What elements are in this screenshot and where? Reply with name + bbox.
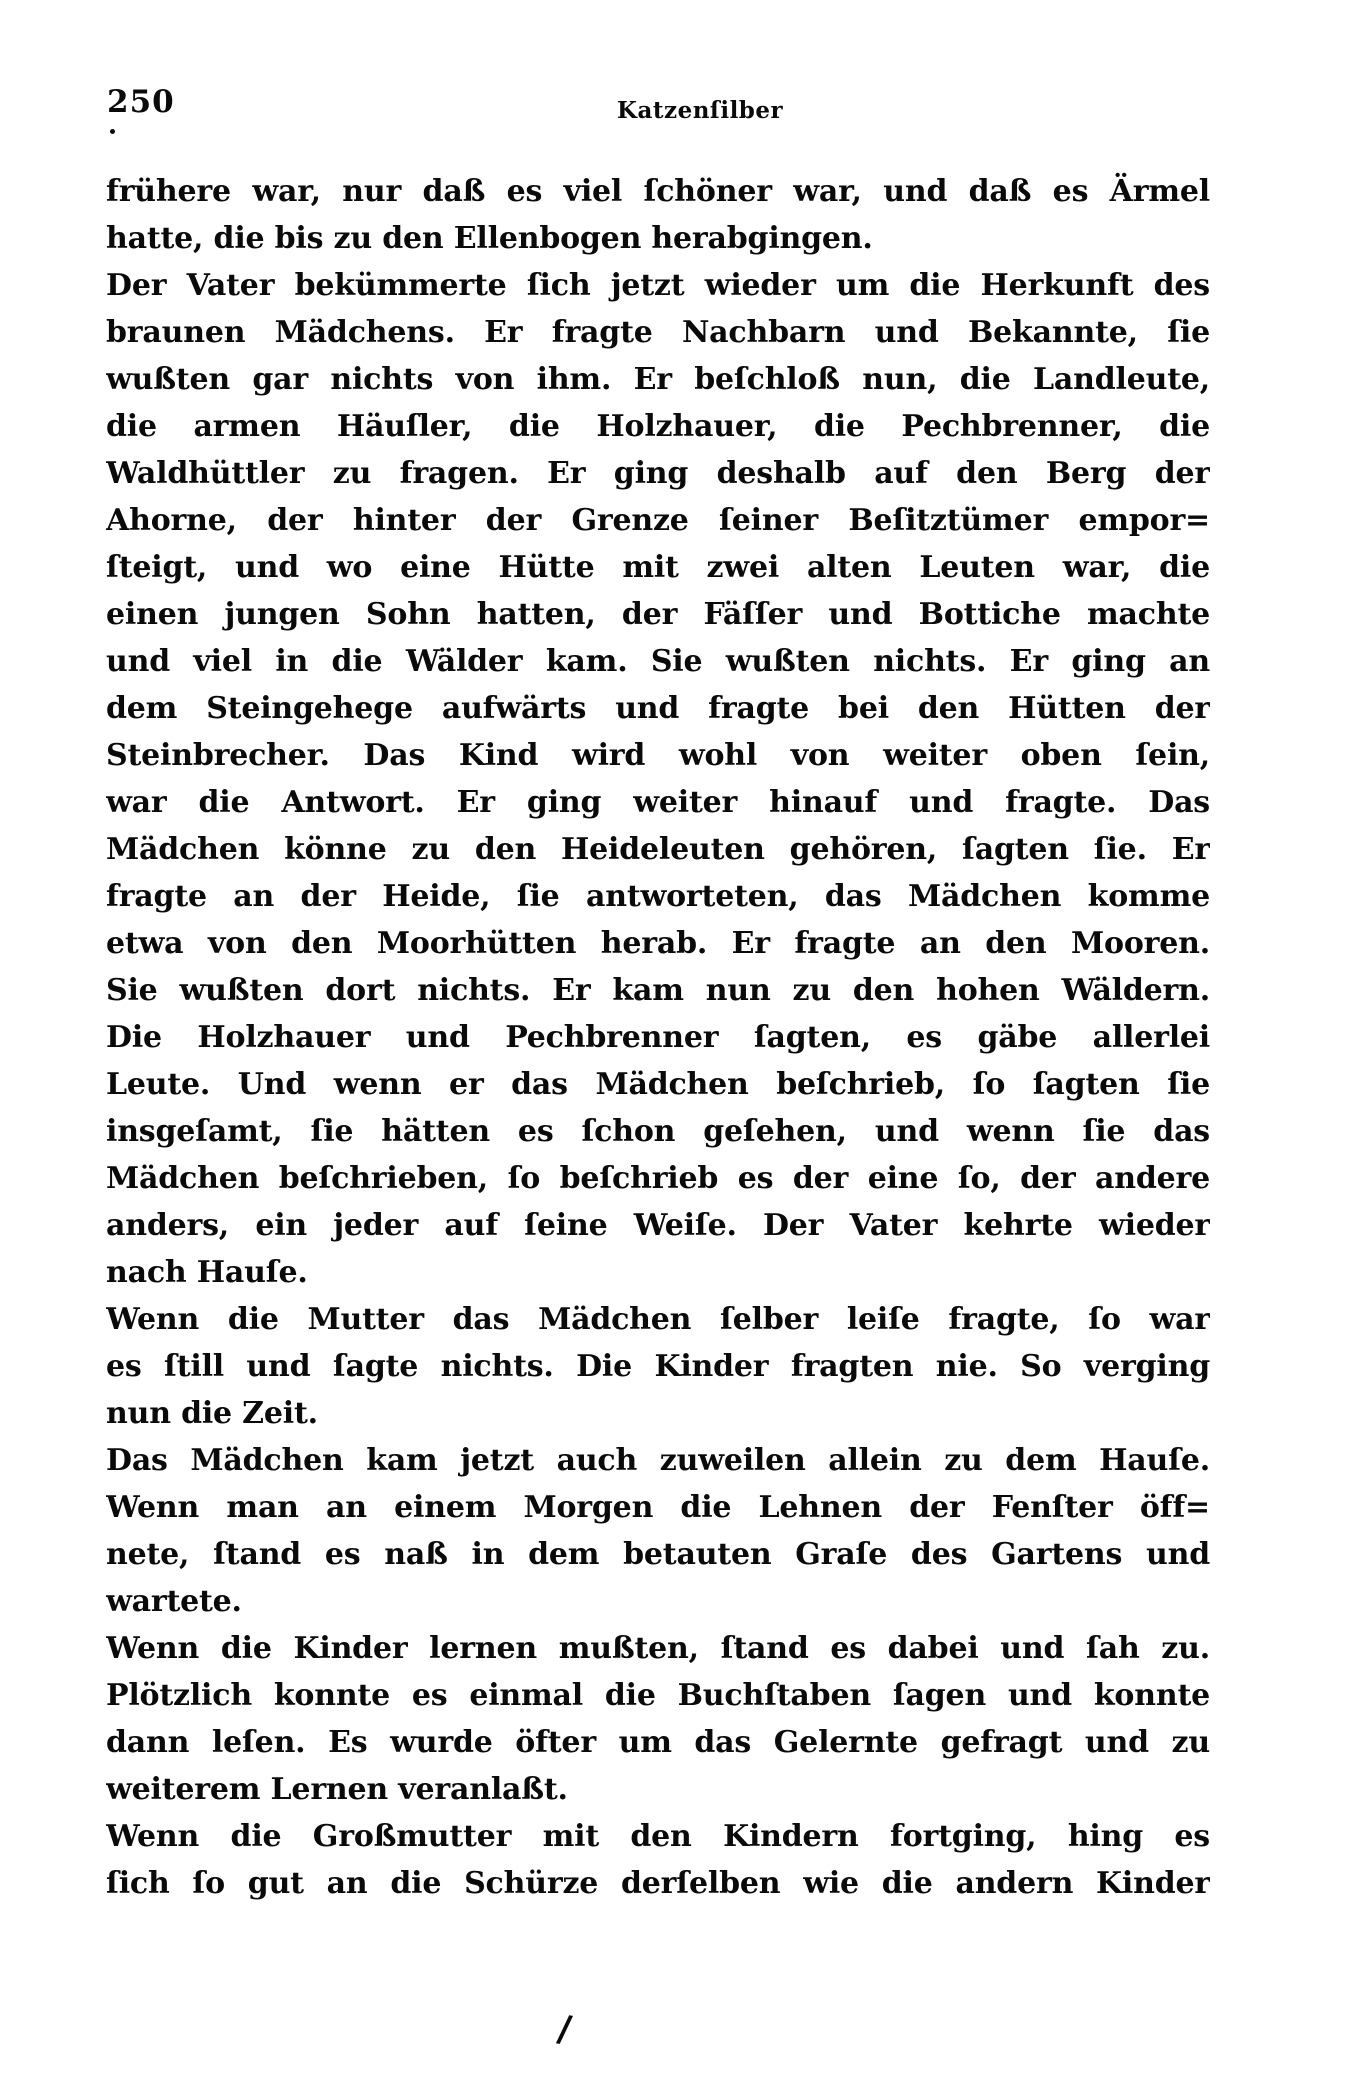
text-line: es ſtill und ſagte nichts. Die Kinder fragten nie. So verging	[106, 1349, 1210, 1384]
text-line: fragte an der Heide, ſie antworteten, das Mädchen komme	[106, 879, 1210, 914]
text-line: Mädchen beſchrieben, ſo beſchrieb es der eine ſo, der andere	[106, 1161, 1210, 1196]
text-line: frühere war, nur daß es viel ſchöner war, und daß es Ärmel	[106, 174, 1210, 209]
page-number: 250	[107, 84, 175, 120]
text-line: wußten gar nichts von ihm. Er beſchloß nun, die Landleute,	[106, 362, 1210, 397]
text-line: Sie wußten dort nichts. Er kam nun zu den hohen Wäldern.	[106, 973, 1210, 1008]
text-line: weiterem Lernen veranlaßt.	[106, 1772, 568, 1807]
text-line: Der Vater bekümmerte ſich jetzt wieder um die Herkunft des	[106, 268, 1210, 303]
ink-speck	[110, 129, 115, 134]
text-line: braunen Mädchens. Er fragte Nachbarn und Bekannte, ſie	[106, 315, 1210, 350]
text-line: Ahorne, der hinter der Grenze ſeiner Beſitztümer empor=	[106, 503, 1210, 538]
text-line: Wenn die Mutter das Mädchen ſelber leiſe fragte, ſo war	[106, 1302, 1210, 1337]
text-line: die armen Häuſler, die Holzhauer, die Pechbrenner, die	[106, 409, 1210, 444]
text-line: Wenn die Kinder lernen mußten, ſtand es dabei und ſah zu.	[106, 1631, 1210, 1666]
text-line: hatte, die bis zu den Ellenbogen herabgingen.	[106, 221, 873, 256]
text-line: Das Mädchen kam jetzt auch zuweilen allein zu dem Hauſe.	[106, 1443, 1210, 1478]
text-line: Waldhüttler zu fragen. Er ging deshalb auf den Berg der	[106, 456, 1210, 491]
text-line: Steinbrecher. Das Kind wird wohl von weiter oben ſein,	[106, 738, 1210, 773]
text-line: und viel in die Wälder kam. Sie wußten nichts. Er ging an	[106, 644, 1210, 679]
text-line: war die Antwort. Er ging weiter hinauf und fragte. Das	[106, 785, 1210, 820]
text-line: insgeſamt, ſie hätten es ſchon geſehen, und wenn ſie das	[106, 1114, 1210, 1149]
text-line: anders, ein jeder auf ſeine Weiſe. Der Vater kehrte wieder	[106, 1208, 1210, 1243]
text-line: ſich ſo gut an die Schürze derſelben wie die andern Kinder	[106, 1866, 1210, 1901]
text-line: dem Steingehege aufwärts und fragte bei den Hütten der	[106, 691, 1210, 726]
text-line: Wenn man an einem Morgen die Lehnen der Fenſter öff=	[106, 1490, 1210, 1525]
text-block	[106, 168, 1210, 1907]
text-line: Leute. Und wenn er das Mädchen beſchrieb, ſo ſagten ſie	[106, 1067, 1210, 1102]
text-line: nun die Zeit.	[106, 1396, 318, 1431]
running-head: Katzenſilber	[617, 97, 784, 124]
text-line: Plötzlich konnte es einmal die Buchſtaben ſagen und konnte	[106, 1678, 1210, 1713]
text-line: einen jungen Sohn hatten, der Fäſſer und Bottiche machte	[106, 597, 1210, 632]
text-line: Die Holzhauer und Pechbrenner ſagten, es gäbe allerlei	[106, 1020, 1210, 1055]
text-line: Wenn die Großmutter mit den Kindern fortging, hing es	[106, 1819, 1210, 1854]
stray-slash-mark: /	[555, 2007, 575, 2051]
text-line: wartete.	[106, 1584, 242, 1619]
text-line: nete, ſtand es naß in dem betauten Graſe des Gartens und	[106, 1537, 1210, 1572]
text-line: ſteigt, und wo eine Hütte mit zwei alten Leuten war, die	[106, 550, 1210, 585]
text-line: dann leſen. Es wurde öfter um das Gelernte gefragt und zu	[106, 1725, 1210, 1760]
text-line: etwa von den Moorhütten herab. Er fragte an den Mooren.	[106, 926, 1210, 961]
text-line: nach Hauſe.	[106, 1255, 308, 1290]
text-line: Mädchen könne zu den Heideleuten gehören, ſagten ſie. Er	[106, 832, 1210, 867]
